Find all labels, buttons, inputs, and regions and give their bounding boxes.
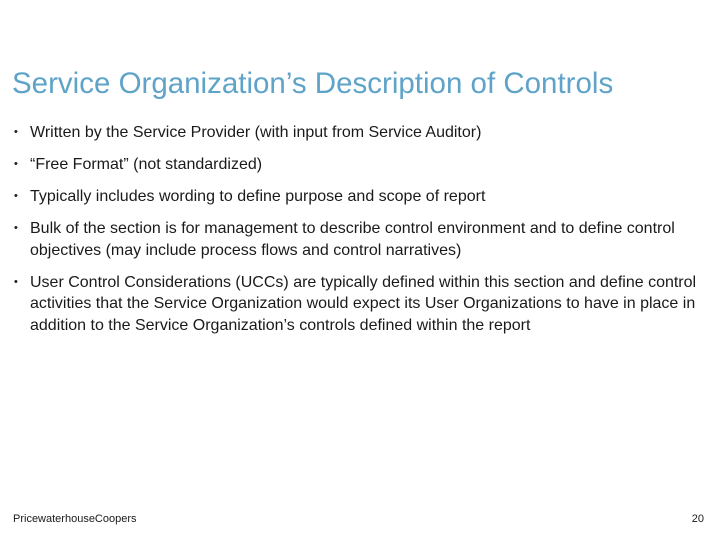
bullet-item: [14, 186, 704, 208]
bullet-marker: •: [14, 190, 18, 202]
bullet-marker: •: [14, 158, 18, 170]
page-number: 20: [691, 513, 704, 525]
bullet-marker: •: [14, 126, 18, 138]
slide-title: Service Organization’s Description of Controls: [12, 67, 614, 100]
bullet-text: Typically includes wording to define purpose and scope of report: [30, 188, 486, 205]
bullet-text: “Free Format” (not standardized): [30, 156, 263, 173]
bullet-item: [14, 272, 704, 337]
footer-company-name: PricewaterhouseCoopers: [13, 513, 137, 525]
bullet-item: [14, 122, 704, 144]
bullet-list: [14, 122, 704, 347]
bullet-item: [14, 154, 704, 176]
bullet-text: Written by the Service Provider (with input from Service Auditor): [30, 124, 482, 141]
bullet-marker: •: [14, 222, 18, 234]
bullet-item: [14, 218, 704, 261]
bullet-marker: •: [14, 275, 18, 288]
bullet-text: Bulk of the section is for management to describe control environment and to define control objectives (may include process flows and control narratives): [30, 220, 675, 259]
bullet-text: User Control Considerations (UCCs) are typically defined within this section and define control activities that the Service Organization would expect its User Organizations to have in place in addition to the Service Organization’s controls defined within the report: [30, 273, 697, 334]
